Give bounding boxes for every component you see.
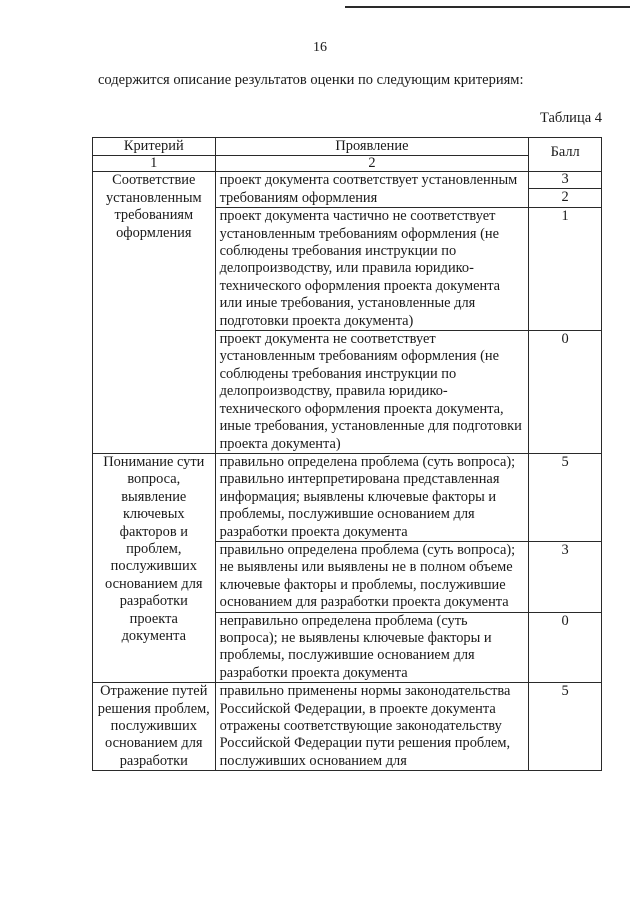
manifestation-cell: правильно определена проблема (суть вопроса); не выявлены или выявлены не в полном объеме ключевые факторы и проблемы, послужившие основанием для разработки проекта документа: [215, 541, 529, 612]
header-manifestation: Проявление: [215, 138, 529, 156]
header-row: [93, 138, 602, 156]
score-cell: 3: [529, 541, 602, 612]
manifestation-cell: правильно определена проблема (суть вопроса); правильно интерпретирована представленная информация; выявлены ключевые факторы и проблемы, послужившие основанием для разработки проекта документа: [215, 453, 529, 541]
table-caption: Таблица 4: [540, 110, 603, 126]
intro-text: содержится описание результатов оценки по следующим критериям:: [98, 72, 524, 88]
col-number-3: 3: [529, 172, 602, 189]
table-row: [93, 683, 602, 771]
header-criterion: Критерий: [93, 138, 216, 156]
score-cell: 0: [529, 331, 602, 454]
criterion-solutions: Отражение путей решения проблем, послуживших основанием для разработки: [93, 683, 216, 771]
table-row: [93, 172, 602, 189]
page-number: 16: [313, 40, 327, 55]
score-cell: 2: [529, 189, 602, 208]
table-row: [93, 453, 602, 541]
manifestation-cell: проект документа частично не соответствует установленным требованиям оформления (не соблюдены требования инструкции по делопроизводству, или правила юридико-технического оформления проекта документа или иные требования, установленные для подготовки проекта документа): [215, 208, 529, 331]
number-row-a: [93, 156, 602, 172]
header-score: Балл: [529, 138, 602, 172]
score-cell: 1: [529, 208, 602, 331]
manifestation-cell: неправильно определена проблема (суть вопроса); не выявлены ключевые факторы и проблемы, послужившие основанием для разработки проекта документа: [215, 612, 529, 683]
criteria-table: [92, 137, 602, 771]
col-number-1: 1: [93, 156, 216, 172]
score-cell: 5: [529, 453, 602, 541]
manifestation-cell: проект документа не соответствует установленным требованиям оформления (не соблюдены требования инструкции по делопроизводству, правила юридико-технического оформления проекта документа, иные требования, установленные для подготовки проекта документа): [215, 331, 529, 454]
manifestation-cell: проект документа соответствует установленным требованиям оформления: [215, 172, 529, 208]
criterion-formatting: Соответствие установленным требованиям оформления: [93, 172, 216, 454]
score-cell: 5: [529, 683, 602, 771]
manifestation-cell: правильно применены нормы законодательства Российской Федерации, в проекте документа отражены соответствующие законодательству Российской Федерации пути решения проблем, послуживших основанием для: [215, 683, 529, 771]
score-cell: 0: [529, 612, 602, 683]
criterion-understanding: Понимание сути вопроса, выявление ключевых факторов и проблем, послуживших основанием для разработки проекта документа: [93, 453, 216, 682]
col-number-2: 2: [215, 156, 529, 172]
header-rule: [345, 6, 630, 8]
